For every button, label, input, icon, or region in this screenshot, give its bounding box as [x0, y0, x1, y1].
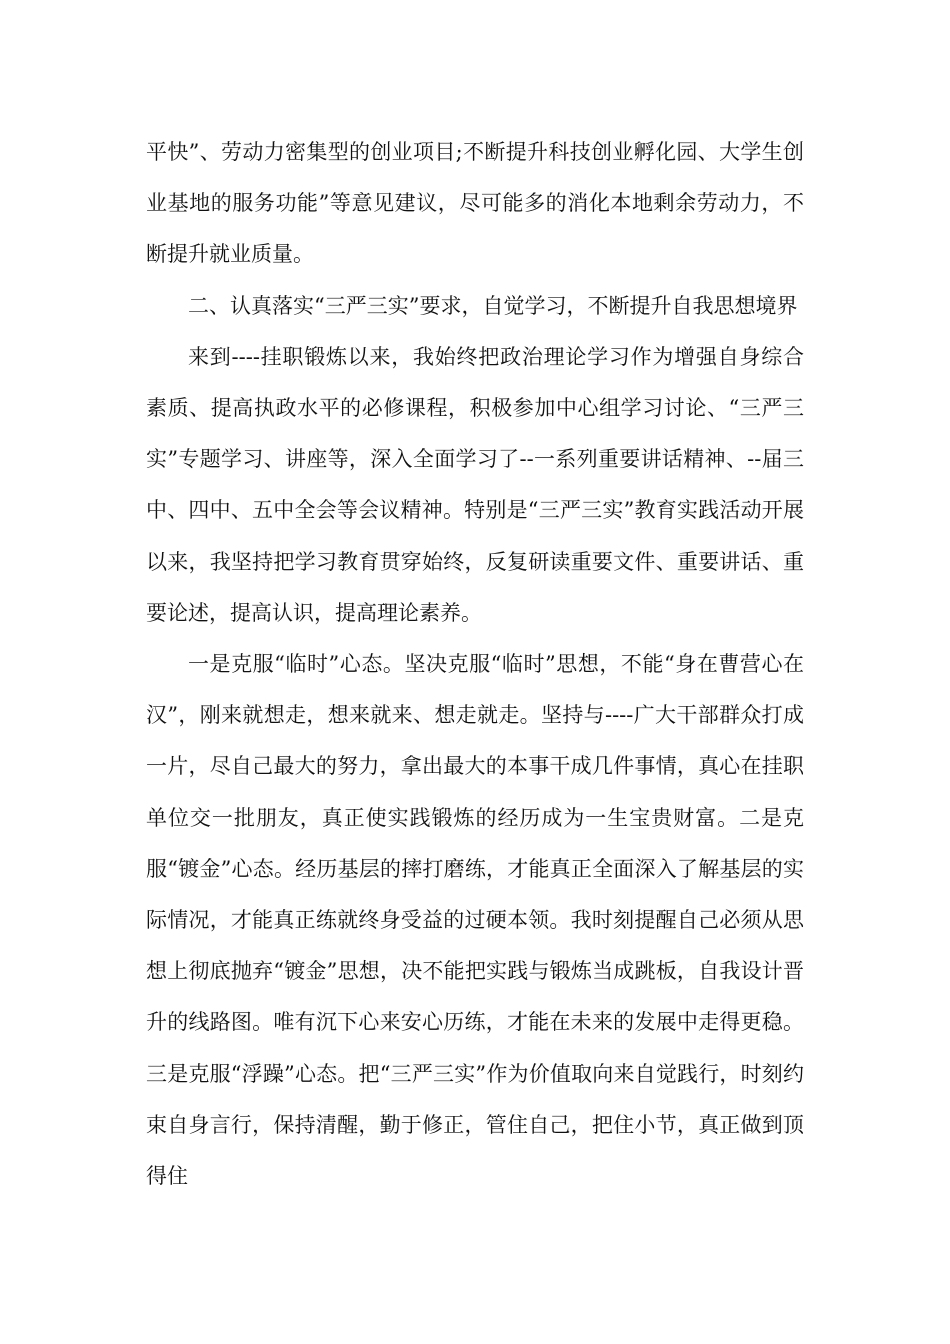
- section-heading: 二、认真落实“三严三实”要求，自觉学习，不断提升自我思想境界: [188, 293, 798, 318]
- document-body: [146, 127, 804, 1202]
- paragraph-mindset: 一是克服“临时”心态。坚决克服“临时”思想，不能“身在曹营心在汉”，刚来就想走，想来就来、想走就走。坚持与----广大干部群众打成一片，尽自己最大的努力，拿出最大的本事干成几件事情，真心在挂职单位交一批朋友，真正使实践锻炼的经历成为一生宝贵财富。二是克服“镀金”心态。经历基层的摔打磨练，才能真正全面深入了解基层的实际情况，才能真正练就终身受益的过硬本领。我时刻提醒自己必须从思想上彻底抛弃“镀金”思想，决不能把实践与锻炼当成跳板，自我设计晋升的线路图。唯有沉下心来安心历练，才能在未来的发展中走得更稳。三是克服“浮躁”心态。把“三严三实”作为价值取向来自觉践行，时刻约束自身言行，保持清醒，勤于修正，管住自己，把住小节，真正做到顶得住: [146, 652, 804, 1189]
- paragraph-study: 来到----挂职锻炼以来，我始终把政治理论学习作为增强自身综合素质、提高执政水平的必修课程，积极参加中心组学习讨论、“三严三实”专题学习、讲座等，深入全面学习了--一系列重要讲话精神、--届三中、四中、五中全会等会议精神。特别是“三严三实”教育实践活动开展以来，我坚持把学习教育贯穿始终，反复研读重要文件、重要讲话、重要论述，提高认识，提高理论素养。: [146, 344, 804, 625]
- paragraph-continuation: 平快”、劳动力密集型的创业项目;不断提升科技创业孵化园、大学生创业基地的服务功能”等意见建议，尽可能多的消化本地剩余劳动力，不断提升就业质量。: [146, 140, 804, 267]
